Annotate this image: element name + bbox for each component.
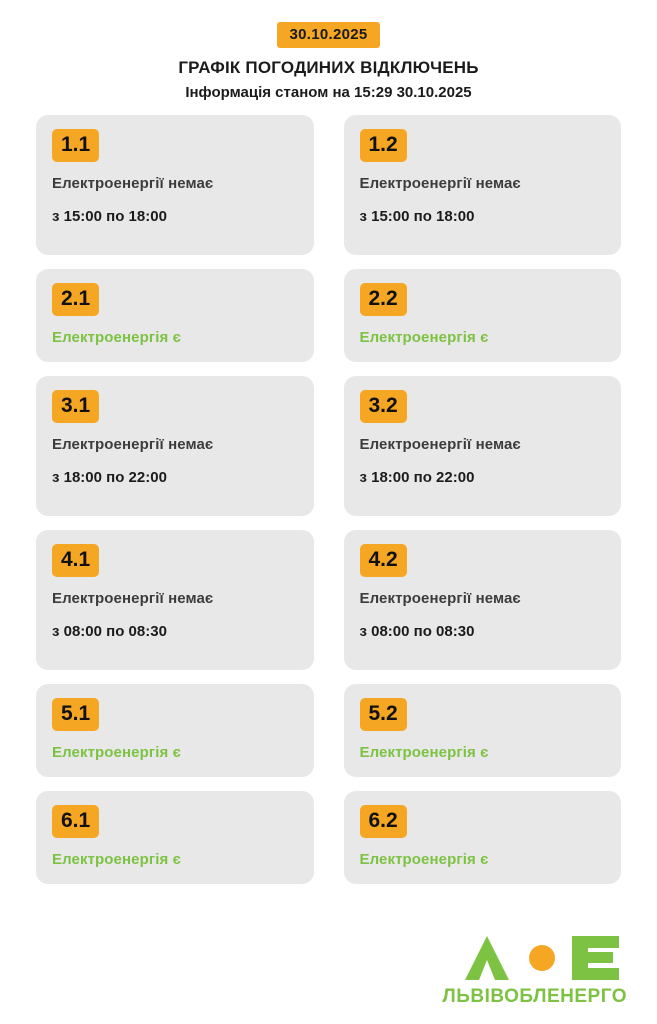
group-card xyxy=(36,376,314,516)
group-card xyxy=(344,376,622,516)
group-status: Електроенергії немає xyxy=(359,175,521,192)
group-card xyxy=(36,530,314,670)
group-interval: з 08:00 по 08:30 xyxy=(52,623,167,640)
group-card xyxy=(36,791,314,884)
group-badge: 2.1 xyxy=(52,283,99,316)
group-status: Електроенергія є xyxy=(52,851,181,868)
group-status: Електроенергії немає xyxy=(359,590,521,607)
group-card xyxy=(36,115,314,255)
group-status: Електроенергії немає xyxy=(52,175,214,192)
date-badge: 30.10.2025 xyxy=(277,22,379,48)
group-interval: з 15:00 по 18:00 xyxy=(359,208,475,225)
group-status: Електроенергії немає xyxy=(359,436,521,453)
group-badge: 4.2 xyxy=(360,544,407,577)
group-status: Електроенергія є xyxy=(52,329,181,346)
group-interval: з 08:00 по 08:30 xyxy=(359,623,475,640)
loe-logo-icon xyxy=(442,930,627,984)
group-card xyxy=(36,684,314,777)
group-card-grid xyxy=(0,115,657,884)
group-badge: 6.2 xyxy=(360,805,407,838)
group-status: Електроенергія є xyxy=(52,744,181,761)
group-badge: 3.2 xyxy=(360,390,407,423)
page-title: ГРАФІК ПОГОДИНИХ ВІДКЛЮЧЕНЬ xyxy=(178,58,479,77)
group-interval: з 15:00 по 18:00 xyxy=(52,208,167,225)
group-badge: 5.2 xyxy=(360,698,407,731)
group-status: Електроенергії немає xyxy=(52,590,214,607)
page-subtitle: Інформація станом на 15:29 30.10.2025 xyxy=(185,84,472,101)
group-badge: 1.1 xyxy=(52,129,99,162)
page-header xyxy=(0,0,657,101)
group-status: Електроенергія є xyxy=(359,329,489,346)
group-card xyxy=(344,530,622,670)
group-card xyxy=(344,684,622,777)
group-interval: з 18:00 по 22:00 xyxy=(359,469,475,486)
group-status: Електроенергія є xyxy=(359,744,489,761)
footer xyxy=(442,930,627,1008)
group-badge: 3.1 xyxy=(52,390,99,423)
group-card xyxy=(344,115,622,255)
group-status: Електроенергія є xyxy=(359,851,489,868)
group-status: Електроенергії немає xyxy=(52,436,214,453)
group-badge: 2.2 xyxy=(360,283,407,316)
group-card xyxy=(344,791,622,884)
group-badge: 1.2 xyxy=(360,129,407,162)
company-name: ЛЬВІВОБЛЕНЕРГО xyxy=(442,986,627,1007)
group-badge: 5.1 xyxy=(52,698,99,731)
group-badge: 6.1 xyxy=(52,805,99,838)
group-badge: 4.1 xyxy=(52,544,99,577)
group-card xyxy=(344,269,622,362)
group-interval: з 18:00 по 22:00 xyxy=(52,469,167,486)
group-card xyxy=(36,269,314,362)
